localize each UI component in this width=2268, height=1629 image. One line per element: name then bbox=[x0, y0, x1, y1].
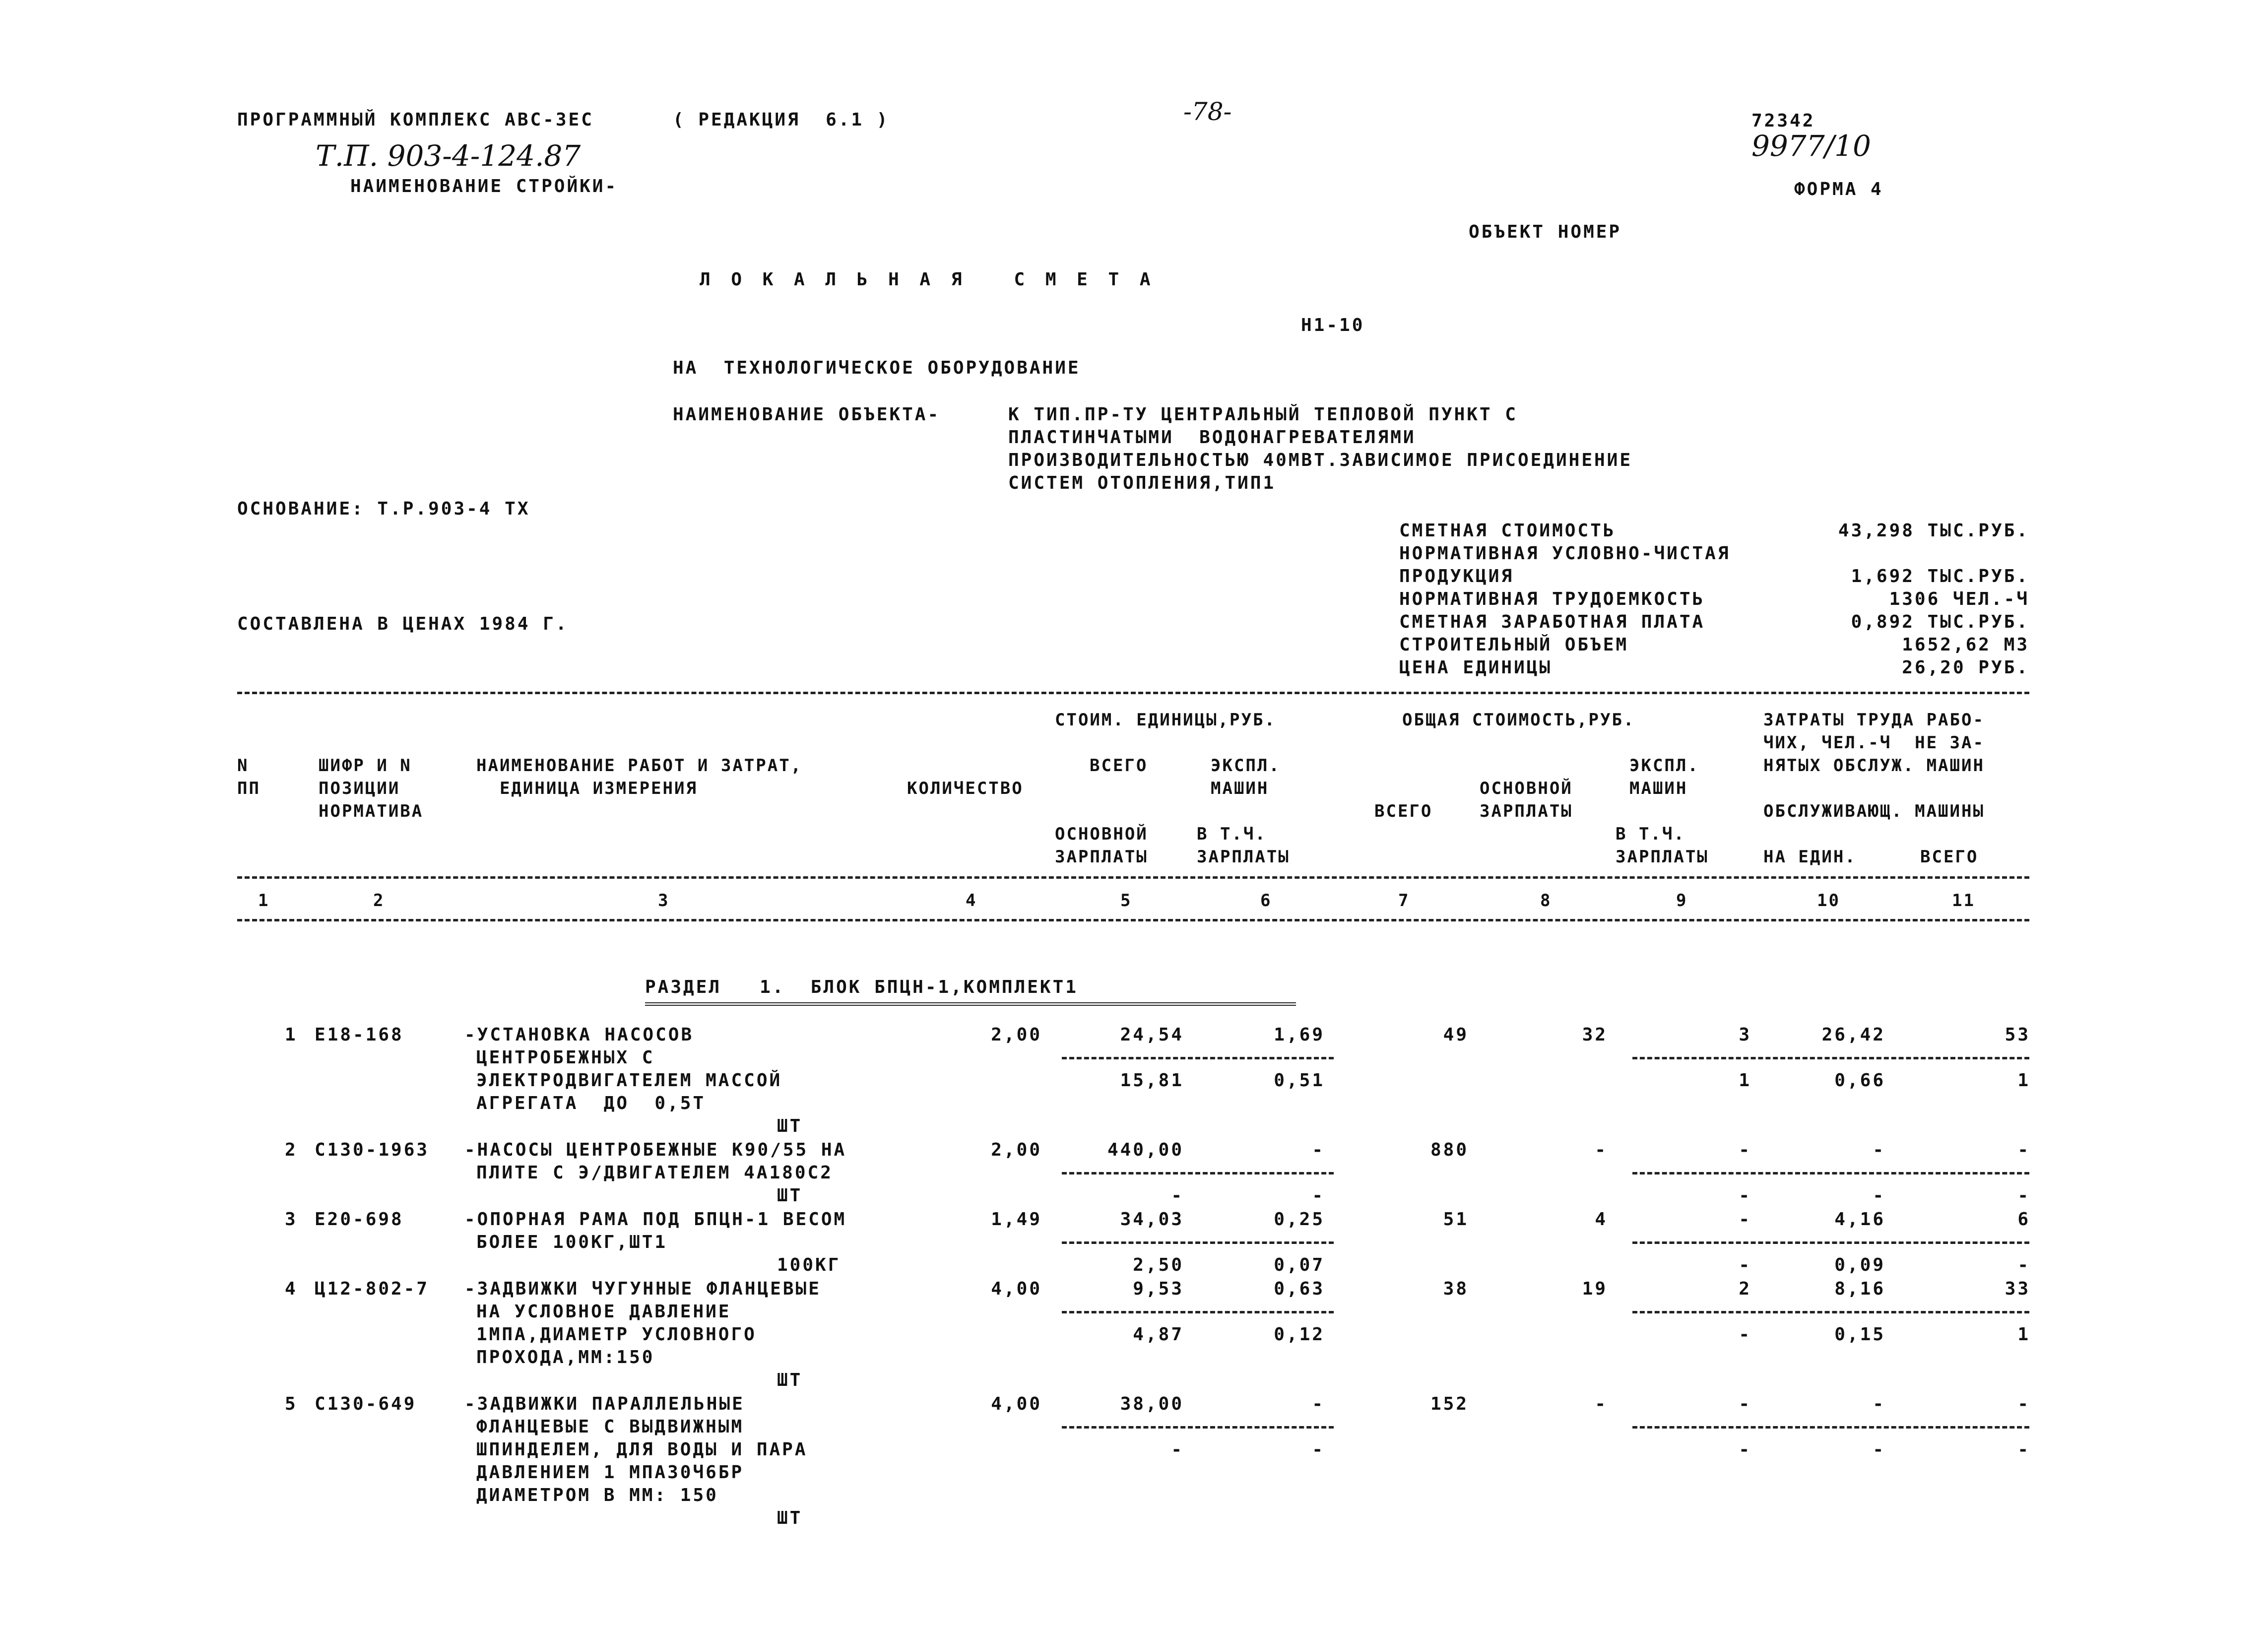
row-subrule bbox=[1062, 1057, 1334, 1059]
row-unit: ШТ bbox=[777, 1185, 803, 1206]
row-total: 51 bbox=[1443, 1209, 1469, 1230]
row-number: 2 bbox=[285, 1140, 298, 1160]
object-line-3: ПРОИЗВОДИТЕЛЬНОСТЬЮ 40МВТ.ЗАВИСИМОЕ ПРИСОЕДИНЕНИЕ bbox=[1008, 450, 1633, 470]
handwritten-project-number: Т.П. 903-4-124.87 bbox=[316, 139, 581, 173]
section-title: РАЗДЕЛ 1. БЛОК БПЦН-1,КОМПЛЕКТ1 bbox=[645, 977, 1078, 997]
summary-label: НОРМАТИВНАЯ УСЛОВНО-ЧИСТАЯ bbox=[1399, 543, 1731, 564]
row-name-line: -ЗАДВИЖКИ ПАРАЛЛЕЛЬНЫЕ bbox=[464, 1394, 745, 1414]
row-quantity: 1,49 bbox=[991, 1209, 1042, 1230]
header-total-all: ВСЕГО bbox=[1374, 801, 1433, 821]
row-total: 38 bbox=[1443, 1279, 1469, 1299]
row-name-line: -ЗАДВИЖКИ ЧУГУННЫЕ ФЛАНЦЕВЫЕ bbox=[464, 1279, 821, 1299]
row-labor-unit: 26,42 bbox=[1821, 1025, 1885, 1045]
row-total: 49 bbox=[1443, 1025, 1469, 1045]
column-number: 8 bbox=[1540, 891, 1552, 911]
header-total-machines: ЭКСПЛ. МАШИН bbox=[1629, 756, 1699, 798]
header-labor-total: ВСЕГО bbox=[1920, 847, 1979, 867]
header-unit-cost: СТОИМ. ЕДИНИЦЫ,РУБ. bbox=[1055, 710, 1276, 730]
row-total-machines: - bbox=[1739, 1209, 1751, 1230]
column-number: 1 bbox=[258, 891, 270, 911]
row-code: С130-649 bbox=[315, 1394, 417, 1414]
row-labor-service-unit: - bbox=[1873, 1185, 1885, 1206]
row-code: Е18-168 bbox=[315, 1025, 404, 1045]
row-unit: ШТ bbox=[777, 1508, 803, 1528]
row-name-line: -ОПОРНАЯ РАМА ПОД БПЦН-1 ВЕСОМ bbox=[464, 1209, 847, 1230]
row-labor-service-total: 1 bbox=[2017, 1324, 2030, 1345]
handwritten-code: 9977/10 bbox=[1751, 129, 1871, 163]
header-col-quantity: КОЛИЧЕСТВО bbox=[907, 779, 1024, 798]
row-labor-service-unit: - bbox=[1873, 1439, 1885, 1460]
section-underline bbox=[645, 1002, 1296, 1006]
column-number: 7 bbox=[1398, 891, 1410, 911]
summary-value: 1652,62 М3 bbox=[1902, 635, 2029, 655]
row-subrule bbox=[1062, 1241, 1334, 1244]
row-name-line: ПЛИТЕ С Э/ДВИГАТЕЛЕМ 4А180С2 bbox=[476, 1163, 833, 1183]
column-number: 5 bbox=[1120, 891, 1132, 911]
row-unit-machines: 1,69 bbox=[1274, 1025, 1325, 1045]
column-number: 6 bbox=[1260, 891, 1272, 911]
row-subrule bbox=[1062, 1426, 1334, 1429]
estimate-number: Н1-10 bbox=[1301, 315, 1365, 335]
row-labor-unit: 4,16 bbox=[1834, 1209, 1885, 1230]
summary-value: 26,20 РУБ. bbox=[1902, 657, 2029, 678]
row-unit-total: 440,00 bbox=[1107, 1140, 1184, 1160]
row-code: С130-1963 bbox=[315, 1140, 430, 1160]
row-unit-incl-wage: 0,07 bbox=[1274, 1255, 1325, 1275]
row-unit-machines: 0,25 bbox=[1274, 1209, 1325, 1230]
program-name: ПРОГРАММНЫЙ КОМПЛЕКС АВС-3ЕС bbox=[237, 110, 594, 130]
row-name-line: ШПИНДЕЛЕМ, ДЛЯ ВОДЫ И ПАРА bbox=[476, 1439, 808, 1460]
row-labor-unit: - bbox=[1873, 1394, 1885, 1414]
summary-value: 43,298 ТЫС.РУБ. bbox=[1838, 521, 2029, 541]
row-unit: ШТ bbox=[777, 1370, 803, 1390]
row-total-incl-wage: 1 bbox=[1739, 1070, 1751, 1091]
header-labor-costs: ЗАТРАТЫ ТРУДА РАБО- ЧИХ, ЧЕЛ.-Ч НЕ ЗА- НЯТЫХ ОБСЛУЖ. МАШИН bbox=[1763, 710, 1985, 776]
row-total-incl-wage: - bbox=[1739, 1324, 1751, 1345]
row-labor-service-unit: 0,15 bbox=[1834, 1324, 1885, 1345]
row-name-line: ПРОХОДА,ММ:150 bbox=[476, 1347, 655, 1368]
row-unit-machines: 0,63 bbox=[1274, 1279, 1325, 1299]
column-number: 4 bbox=[966, 891, 977, 911]
header-col-number: N ПП bbox=[237, 756, 260, 798]
row-unit-total: 38,00 bbox=[1120, 1394, 1184, 1414]
column-number: 2 bbox=[373, 891, 385, 911]
object-name-label: НАИМЕНОВАНИЕ ОБЪЕКТА- bbox=[673, 404, 941, 425]
row-total-wage: - bbox=[1595, 1394, 1608, 1414]
row-labor-service-total: - bbox=[2017, 1255, 2030, 1275]
row-name-line: -УСТАНОВКА НАСОСОВ bbox=[464, 1025, 694, 1045]
column-number: 3 bbox=[658, 891, 670, 911]
table-top-rule bbox=[237, 692, 2029, 694]
row-subrule bbox=[1062, 1311, 1334, 1313]
form-label: ФОРМА 4 bbox=[1794, 179, 1883, 199]
row-labor-unit: - bbox=[1873, 1140, 1885, 1160]
row-labor-service-total: 1 bbox=[2017, 1070, 2030, 1091]
header-bottom-rule bbox=[237, 876, 2029, 879]
row-unit-incl-wage: 0,12 bbox=[1274, 1324, 1325, 1345]
summary-value: 0,892 ТЫС.РУБ. bbox=[1851, 612, 2029, 632]
row-unit-machines: - bbox=[1312, 1140, 1325, 1160]
header-labor-per-unit: НА ЕДИН. bbox=[1763, 847, 1857, 867]
object-number-label: ОБЪЕКТ НОМЕР bbox=[1469, 222, 1622, 242]
row-name-line: ДИАМЕТРОМ В ММ: 150 bbox=[476, 1485, 718, 1505]
column-number: 10 bbox=[1817, 891, 1840, 911]
header-unit-machines: ЭКСПЛ. МАШИН bbox=[1211, 756, 1281, 798]
row-name-line: НА УСЛОВНОЕ ДАВЛЕНИЕ bbox=[476, 1302, 731, 1322]
row-unit-wage: 2,50 bbox=[1133, 1255, 1184, 1275]
row-total: 152 bbox=[1430, 1394, 1469, 1414]
column-number: 11 bbox=[1952, 891, 1975, 911]
row-labor-service-total: - bbox=[2017, 1439, 2030, 1460]
row-labor-total: 33 bbox=[2005, 1279, 2030, 1299]
column-number: 9 bbox=[1676, 891, 1688, 911]
row-name-line: 1МПА,ДИАМЕТР УСЛОВНОГО bbox=[476, 1324, 757, 1345]
row-number: 3 bbox=[285, 1209, 298, 1230]
summary-label: ПРОДУКЦИЯ bbox=[1399, 566, 1514, 586]
document-code: 72342 bbox=[1751, 111, 1815, 131]
summary-label: ЦЕНА ЕДИНИЦЫ bbox=[1399, 657, 1553, 678]
row-name-line: БОЛЕЕ 100КГ,ШТ1 bbox=[476, 1232, 668, 1252]
row-quantity: 4,00 bbox=[991, 1279, 1042, 1299]
row-labor-service-total: - bbox=[2017, 1185, 2030, 1206]
row-unit-incl-wage: 0,51 bbox=[1274, 1070, 1325, 1091]
row-unit-wage: - bbox=[1171, 1439, 1184, 1460]
header-col-cipher: ШИФР И N ПОЗИЦИИ НОРМАТИВА bbox=[319, 756, 424, 821]
row-total-wage: 4 bbox=[1595, 1209, 1608, 1230]
row-labor-service-unit: 0,09 bbox=[1834, 1255, 1885, 1275]
row-name-line: ДАВЛЕНИЕМ 1 МПА30Ч6БР bbox=[476, 1462, 744, 1483]
summary-value: 1306 ЧЕЛ.-Ч bbox=[1889, 589, 2029, 609]
header-total-wage: ОСНОВНОЙ ЗАРПЛАТЫ bbox=[1480, 779, 1573, 821]
summary-label: СМЕТНАЯ ЗАРАБОТНАЯ ПЛАТА bbox=[1399, 612, 1705, 632]
construction-name-label: НАИМЕНОВАНИЕ СТРОЙКИ- bbox=[350, 176, 618, 196]
object-line-2: ПЛАСТИНЧАТЫМИ ВОДОНАГРЕВАТЕЛЯМИ bbox=[1008, 427, 1416, 448]
object-line-4: СИСТЕМ ОТОПЛЕНИЯ,ТИП1 bbox=[1008, 473, 1276, 493]
row-total: 880 bbox=[1430, 1140, 1469, 1160]
summary-label: СМЕТНАЯ СТОИМОСТЬ bbox=[1399, 521, 1616, 541]
row-labor-total: 53 bbox=[2005, 1025, 2030, 1045]
row-total-incl-wage: - bbox=[1739, 1439, 1751, 1460]
row-quantity: 4,00 bbox=[991, 1394, 1042, 1414]
row-total-machines: 3 bbox=[1739, 1025, 1751, 1045]
row-name-line: ЭЛЕКТРОДВИГАТЕЛЕМ МАССОЙ bbox=[476, 1070, 782, 1091]
row-total-wage: - bbox=[1595, 1140, 1608, 1160]
edition-label: ( РЕДАКЦИЯ 6.1 ) bbox=[673, 110, 890, 130]
row-unit-total: 9,53 bbox=[1133, 1279, 1184, 1299]
row-name-line: ЦЕНТРОБЕЖНЫХ С bbox=[476, 1047, 655, 1068]
row-subrule bbox=[1632, 1426, 2029, 1429]
header-labor-service: ОБСЛУЖИВАЮЩ. МАШИНЫ bbox=[1763, 801, 1985, 821]
table-columns-bottom-rule bbox=[237, 919, 2029, 921]
row-name-line: АГРЕГАТА ДО 0,5Т bbox=[476, 1093, 706, 1113]
summary-label: НОРМАТИВНАЯ ТРУДОЕМКОСТЬ bbox=[1399, 589, 1705, 609]
row-total-incl-wage: - bbox=[1739, 1185, 1751, 1206]
object-line-1: К ТИП.ПР-ТУ ЦЕНТРАЛЬНЫЙ ТЕПЛОВОЙ ПУНКТ С bbox=[1008, 404, 1518, 425]
row-labor-service-unit: 0,66 bbox=[1834, 1070, 1885, 1091]
row-unit-total: 24,54 bbox=[1120, 1025, 1184, 1045]
page-number: -78- bbox=[1183, 97, 1232, 126]
row-unit-wage: 4,87 bbox=[1133, 1324, 1184, 1345]
row-subrule bbox=[1632, 1241, 2029, 1244]
row-number: 4 bbox=[285, 1279, 298, 1299]
row-total-wage: 19 bbox=[1582, 1279, 1608, 1299]
row-labor-total: - bbox=[2017, 1394, 2030, 1414]
row-subrule bbox=[1062, 1172, 1334, 1174]
row-subrule bbox=[1632, 1311, 2029, 1313]
header-unit-wage: ОСНОВНОЙ ЗАРПЛАТЫ bbox=[1055, 824, 1148, 867]
header-unit-incl-wage: В Т.Ч. ЗАРПЛАТЫ bbox=[1197, 824, 1290, 867]
row-unit-total: 34,03 bbox=[1120, 1209, 1184, 1230]
row-subrule bbox=[1632, 1172, 2029, 1174]
row-name-line: ФЛАНЦЕВЫЕ С ВЫДВИЖНЫМ bbox=[476, 1417, 744, 1437]
summary-label: СТРОИТЕЛЬНЫЙ ОБЪЕМ bbox=[1399, 635, 1629, 655]
row-quantity: 2,00 bbox=[991, 1140, 1042, 1160]
row-unit-machines: - bbox=[1312, 1394, 1325, 1414]
row-total-incl-wage: - bbox=[1739, 1255, 1751, 1275]
row-name-line: -НАСОСЫ ЦЕНТРОБЕЖНЫЕ К90/55 НА bbox=[464, 1140, 847, 1160]
row-labor-unit: 8,16 bbox=[1834, 1279, 1885, 1299]
row-total-machines: 2 bbox=[1739, 1279, 1751, 1299]
row-labor-total: - bbox=[2017, 1140, 2030, 1160]
row-total-wage: 32 bbox=[1582, 1025, 1608, 1045]
row-total-machines: - bbox=[1739, 1140, 1751, 1160]
row-unit: ШТ bbox=[777, 1116, 803, 1136]
row-number: 5 bbox=[285, 1394, 298, 1414]
row-code: Ц12-802-7 bbox=[315, 1279, 430, 1299]
basis-label: ОСНОВАНИЕ: Т.Р.903-4 ТХ bbox=[237, 499, 530, 519]
prices-label: СОСТАВЛЕНА В ЦЕНАХ 1984 Г. bbox=[237, 614, 569, 634]
header-col-name: НАИМЕНОВАНИЕ РАБОТ И ЗАТРАТ, ЕДИНИЦА ИЗМЕРЕНИЯ bbox=[476, 756, 803, 798]
row-unit: 100КГ bbox=[777, 1255, 841, 1275]
header-total-incl-wage: В Т.Ч. ЗАРПЛАТЫ bbox=[1616, 824, 1709, 867]
header-unit-total: ВСЕГО bbox=[1090, 756, 1148, 776]
document-title: Л О К А Л Ь Н А Я С М Е Т А bbox=[700, 269, 1156, 290]
row-subrule bbox=[1632, 1057, 2029, 1059]
summary-value: 1,692 ТЫС.РУБ. bbox=[1851, 566, 2029, 586]
estimate-subject: НА ТЕХНОЛОГИЧЕСКОЕ ОБОРУДОВАНИЕ bbox=[673, 358, 1081, 378]
row-unit-wage: - bbox=[1171, 1185, 1184, 1206]
row-labor-total: 6 bbox=[2017, 1209, 2030, 1230]
row-unit-incl-wage: - bbox=[1312, 1439, 1325, 1460]
row-total-machines: - bbox=[1739, 1394, 1751, 1414]
row-quantity: 2,00 bbox=[991, 1025, 1042, 1045]
row-unit-incl-wage: - bbox=[1312, 1185, 1325, 1206]
row-unit-wage: 15,81 bbox=[1120, 1070, 1184, 1091]
row-code: Е20-698 bbox=[315, 1209, 404, 1230]
row-number: 1 bbox=[285, 1025, 298, 1045]
header-total-cost: ОБЩАЯ СТОИМОСТЬ,РУБ. bbox=[1402, 710, 1635, 730]
